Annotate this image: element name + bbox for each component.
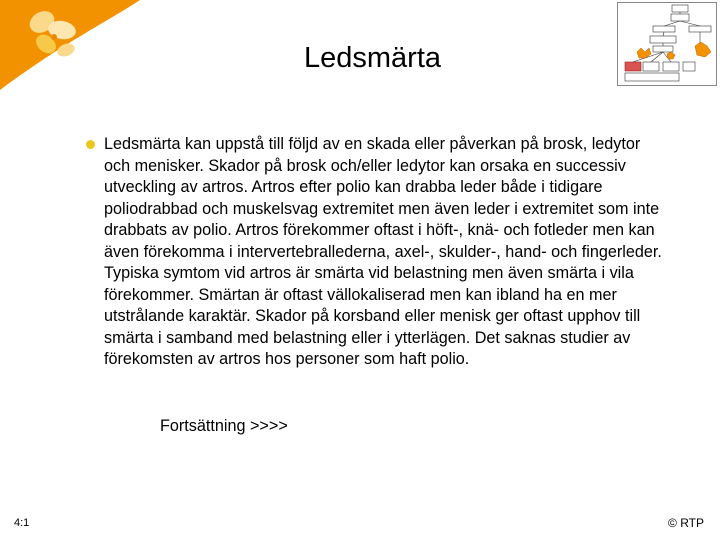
body-paragraph: Ledsmärta kan uppstå till följd av en skada eller påverkan på brosk, ledytor och menisker. Skador på brosk och/eller ledytor kan orsaka en successiv utveckling av artros. Artros efter polio kan drabba leder både i tidigare poliodrabbad och muskelsvag extremitet men även leder i extremitet som inte drabbats av polio. Artros förekommer oftast i höft-, knä- och fotleder men kan även förekomma i intervertebrallederna, axel-, skulder-, hand- och fingerleder. Typiska symtom vid artros är smärta vid belastning men även smärta i vila förekommer. Smärtan är oftast vällokaliserad men kan ibland ha en mer utstrålande karaktär. Skador på korsband eller menisk ger oftast upphov till smärta i samband med belastning eller i ytterlägen. Det saknas studier av förekomsten av artros hos personer som haft polio. [104,135,662,368]
slide-title: Ledsmärta [303,42,441,74]
slide-number: 4:1 [14,517,30,529]
bullet-dot-icon [86,140,95,149]
continue-link[interactable]: Fortsättning >>>> [160,417,288,435]
flowchart-thumbnail [617,2,717,86]
bullet-item [86,134,666,371]
copyright-label: © RTP [668,516,704,530]
corner-decoration [0,0,140,95]
